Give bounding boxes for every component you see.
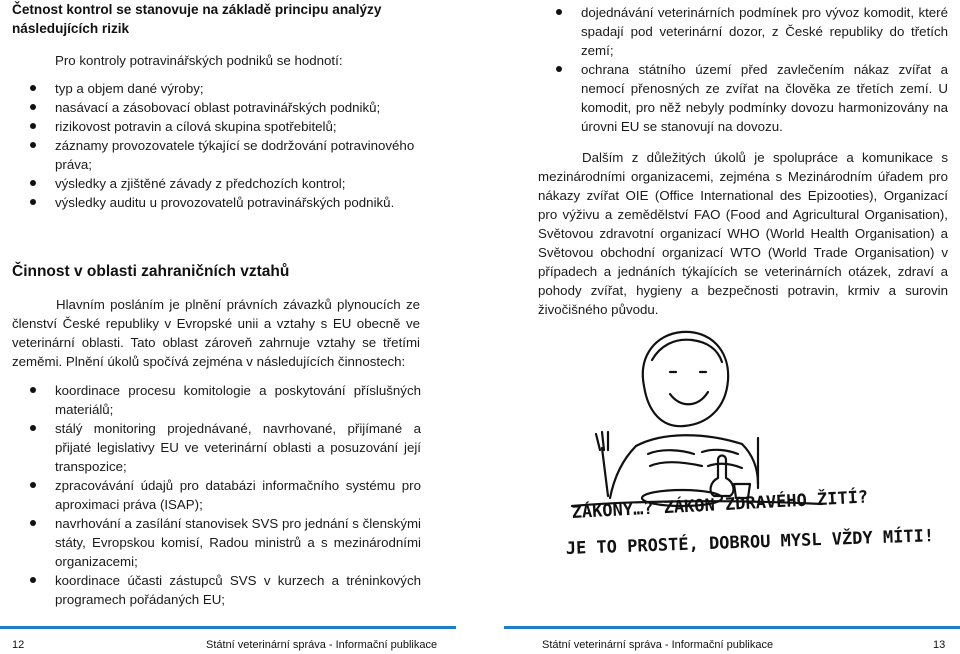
list-item: stálý monitoring projednávané, navrhované, přijímané a přijaté legislativy EU ve veterinární oblasti a posuzování její transpozice; — [29, 419, 421, 476]
risk-intro: Pro kontroly potravinářských podniků se hodnotí: — [55, 53, 343, 68]
smile — [670, 392, 708, 404]
list-item: navrhování a zasílání stanovisek SVS pro jednání s členskými státy, Evropskou komisí, Radou ministrů a s mezinárodními organizacemi; — [29, 514, 421, 571]
list-item: zpracovávání údajů pro databázi informačního systému pro aproximaci práva (ISAP); — [29, 476, 421, 514]
list-item: ochrana státního území před zavlečením nákaz zvířat a nemocí přenosných ze zvířat na člověka ze třetích zemí. U komodit, pro něž nebyly podmínky dovozu harmonizovány na úrovni EU se stanovují na dovozu. — [555, 60, 948, 136]
list-item: nasávací a zásobovací oblast potravinářských podniků; — [29, 98, 429, 117]
risk-list — [29, 79, 429, 212]
list-item: dojednávání veterinárních podmínek pro vývoz komodit, které spadají pod veterinární dozor, z České republiky do třetích zemí; — [555, 3, 948, 60]
cartoon-caption-2: JE TO PROSTÉ, DOBROU MYSL VŽDY MÍTI! — [565, 526, 935, 559]
footer-rule — [504, 626, 960, 629]
head-outline — [643, 332, 728, 426]
left-heading: Četnost kontrol se stanovuje na základě principu analýzy následujících rizik — [12, 2, 382, 36]
list-item: koordinace procesu komitologie a poskytování příslušných materiálů; — [29, 381, 421, 419]
section-title: Činnost v oblasti zahraničních vztahů — [12, 263, 290, 280]
list-item: typ a objem dané výroby; — [29, 79, 429, 98]
list-item: rizikovost potravin a cílová skupina spotřebitelů; — [29, 117, 429, 136]
right-bullet-list — [555, 3, 948, 136]
footer-rule — [0, 626, 456, 629]
page-number: 12 — [12, 639, 25, 651]
list-item: výsledky a zjištěné závady z předchozích kontrol; — [29, 174, 429, 193]
shoulders — [636, 435, 742, 446]
footer-text: Státní veterinární správa - Informační publikace — [206, 639, 438, 651]
list-item: výsledky auditu u provozovatelů potravinářských podniků. — [29, 193, 429, 212]
left-arm — [610, 446, 636, 498]
footer-text: Státní veterinární správa - Informační publikace — [542, 639, 774, 651]
list-item: záznamy provozovatele týkající se dodržování potravinového práva; — [29, 136, 429, 174]
bottle — [711, 456, 734, 497]
page-number: 13 — [933, 639, 946, 651]
list-item: koordinace účasti zástupců SVS v kurzech a tréninkových programech pořádaných EU; — [29, 571, 421, 609]
hair — [652, 340, 722, 362]
activity-list — [29, 381, 421, 609]
right-arm — [742, 444, 758, 484]
fork — [602, 448, 608, 496]
cartoon-caption-1: ZÁKONY…? ZÁKON ZDRAVÉHO ŽITÍ? — [571, 487, 869, 523]
cartoon-illustration — [552, 328, 948, 568]
organizations-paragraph: Dalším z důležitých úkolů je spolupráce a komunikace s mezinárodními organizacemi, zejména s Mezinárodním úřadem pro nákazy zvířat OIE (Office International des Epizooties), Organizací pro výživu a zemědělství FAO (Food and Agricultural Organisation), Světovou zdravotní organizací WHO (World Health Organisation) a Světovou obchodní organizací WTO (World Trade Organisation) v případech a jednáních týkajících se veterinárních otázek, zdraví a pohody zvířat, hygieny a bezpečnosti potravin, krmiv a surovin živočišného původu. — [538, 150, 948, 317]
section-paragraph: Hlavním posláním je plnění právních závazků plynoucích ze členství České republiky v Evropské unii a vztahy s EU obecně ve veterinární oblasti. Tato oblast zároveň zahrnuje vztahy se třetími zeměmi. Plnění úkolů spočívá zejména v následujících činnostech: — [12, 297, 420, 369]
